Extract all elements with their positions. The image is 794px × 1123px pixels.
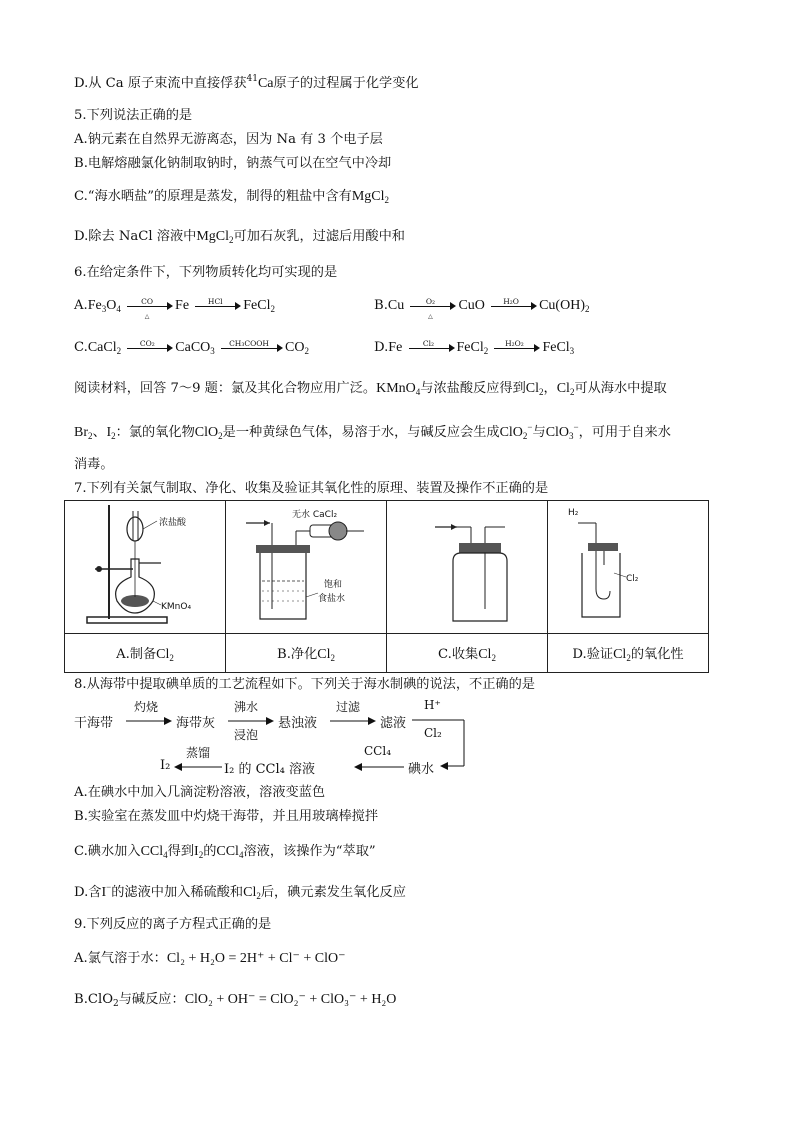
reading-material-line-1: 阅读材料，回答 7～9 题：氯及其化合物应用广泛。KMnO$_4$与浓盐酸反应得到$Cl_2$，$Cl_2$可从海水中提取	[74, 381, 667, 397]
apparatus-table	[64, 500, 709, 673]
caption-b: B.净化$Cl_2$	[226, 634, 387, 673]
element: Ca	[257, 76, 274, 91]
flow-step-soak: 浸泡	[234, 728, 259, 742]
flow-node-filtrate: 滤液	[380, 716, 407, 731]
flow-reagent-h: H⁺	[424, 698, 441, 712]
apparatus-d	[548, 501, 709, 634]
oxidation-test-diagram	[548, 501, 708, 629]
label-anhydrous-cacl2: 无水 CaCl₂	[292, 510, 338, 520]
equation-b: ClO₂ + OH⁻ = ClO₂⁻ + ClO₃⁻ + H₂O	[184, 992, 397, 1007]
apparatus-a	[65, 501, 226, 634]
flow-arrow	[330, 714, 376, 728]
q5-option-c: C.“海水晒盐”的原理是蒸发，制得的粗盐中含有MgCl$_2$	[74, 189, 390, 205]
apparatus-c	[387, 501, 548, 634]
flow-step-distill: 蒸馏	[186, 746, 211, 760]
q8-option-a: A.在碘水中加入几滴淀粉溶液，溶液变蓝色	[74, 785, 326, 800]
question-7: 7.下列有关氯气制取、净化、收集及验证其氧化性的原理、装置及操作不正确的是	[74, 481, 549, 496]
question-8: 8.从海带中提取碘单质的工艺流程如下。下列关于海水制碘的说法，不正确的是	[74, 677, 535, 692]
caption-c: C.收集$Cl_2$	[387, 634, 548, 673]
flow-arrow	[126, 714, 172, 728]
label-kmno4: KMnO₄	[161, 602, 192, 612]
q5-option-d: D.除去 NaCl 溶液中MgCl$_2$可加石灰乳，过滤后用酸中和	[74, 229, 405, 245]
label-conc-hcl: 浓盐酸	[159, 518, 187, 528]
flow-arrow-left	[174, 760, 222, 774]
caption-a: A.制备$Cl_2$	[65, 634, 226, 673]
flow-step-filter: 过滤	[336, 700, 361, 714]
reaction-arrow: CO₂	[127, 341, 173, 355]
q9-option-b: B.ClO$_2$与碱反应：ClO₂ + OH⁻ = ClO₂⁻ + ClO₃⁻ + H₂O	[74, 992, 397, 1009]
q9-option-a: A.氯气溶于水：Cl₂ + H₂O = 2H⁺ + Cl⁻ + ClO⁻	[74, 951, 346, 966]
label-brine: 食盐水	[318, 594, 346, 604]
flow-reagent-ccl4: CCl₄	[364, 744, 392, 758]
q6-option-a: $A.Fe_3O_4$ CO △ Fe HCl FeCl$_2$	[74, 296, 275, 320]
label-cl2: Cl₂	[626, 574, 639, 584]
text: 原子的过程属于化学变化	[273, 76, 419, 91]
reaction-arrow: O₂ △	[410, 299, 456, 313]
reading-material-line-3: 消毒。	[74, 457, 114, 472]
q6-option-b: B.Cu O₂ △ CuO H₂O $Cu(OH)_2$	[374, 296, 590, 320]
flow-node-iodine-water: 碘水	[408, 762, 435, 777]
flow-node-kelp-ash: 海带灰	[176, 716, 216, 731]
caption-d: D.验证$Cl_2$的氧化性	[548, 634, 709, 673]
reaction-arrow: CO △	[127, 299, 173, 313]
flow-node-suspension: 悬浊液	[278, 716, 318, 731]
q6-option-d: D.Fe Cl₂ FeCl$_2$ H₂O₂ FeCl$_3$	[374, 338, 575, 356]
q5-option-b: B.电解熔融氯化钠制取钠时，钠蒸气可以在空气中冷却	[74, 156, 392, 171]
reaction-arrow: CH₃COOH	[221, 341, 283, 355]
iodine-process-flowchart	[74, 700, 474, 780]
question-5: 5.下列说法正确的是	[74, 108, 193, 123]
flow-step-burn: 灼烧	[134, 700, 159, 714]
flow-node-dry-kelp: 干海带	[74, 716, 114, 731]
flow-arrow-left	[354, 760, 404, 774]
generator-flask-diagram	[65, 501, 225, 629]
q8-option-d: D.含I−的滤液中加入稀硫酸和$Cl_2$后，碘元素发生氧化反应	[74, 882, 406, 901]
question-6: 6.在给定条件下，下列物质转化均可实现的是	[74, 265, 338, 280]
label-h2: H₂	[568, 508, 579, 518]
collection-bottle-diagram	[387, 501, 547, 629]
option-d-q4	[74, 75, 419, 93]
q5-option-a: A.钠元素在自然界无游离态，因为 Na 有 3 个电子层	[74, 132, 383, 147]
flow-step-boil: 沸水	[234, 700, 259, 714]
reaction-arrow: H₂O	[491, 299, 537, 313]
reading-material-line-2: $Br_2$、$I_2$：氯的氧化物ClO$_2$是一种黄绿色气体，易溶于水，与碱反应会生成ClO$_2$−与ClO$_3$−，可用于自来水	[74, 422, 671, 441]
reaction-arrow: H₂O₂	[494, 341, 540, 355]
label-saturated: 饱和	[324, 580, 343, 590]
reaction-arrow: HCl	[195, 299, 241, 313]
apparatus-b	[226, 501, 387, 634]
flow-reagent-cl2: Cl₂	[424, 726, 442, 740]
question-9: 9.下列反应的离子方程式正确的是	[74, 917, 272, 932]
equation-a: Cl₂ + H₂O = 2H⁺ + Cl⁻ + ClO⁻	[166, 951, 346, 966]
q6-option-c: C.CaCl$_2$ CO₂ CaCO$_3$ CH₃COOH $CO_2$	[74, 338, 309, 356]
purification-diagram	[226, 501, 386, 629]
reaction-arrow: Cl₂	[409, 341, 455, 355]
flow-node-i2-ccl4: I₂ 的 CCl₄ 溶液	[224, 762, 316, 777]
text: D.从 Ca 原子束流中直接俘获	[74, 76, 247, 91]
q8-option-c: C.碘水加入CCl$_4$得到$I_2$的CCl$_4$溶液，该操作为“萃取”	[74, 844, 376, 860]
flow-node-i2: I₂	[160, 758, 171, 773]
mass-number: 41	[246, 74, 258, 84]
q8-option-b: B.实验室在蒸发皿中灼烧干海带，并且用玻璃棒搅拌	[74, 809, 379, 824]
